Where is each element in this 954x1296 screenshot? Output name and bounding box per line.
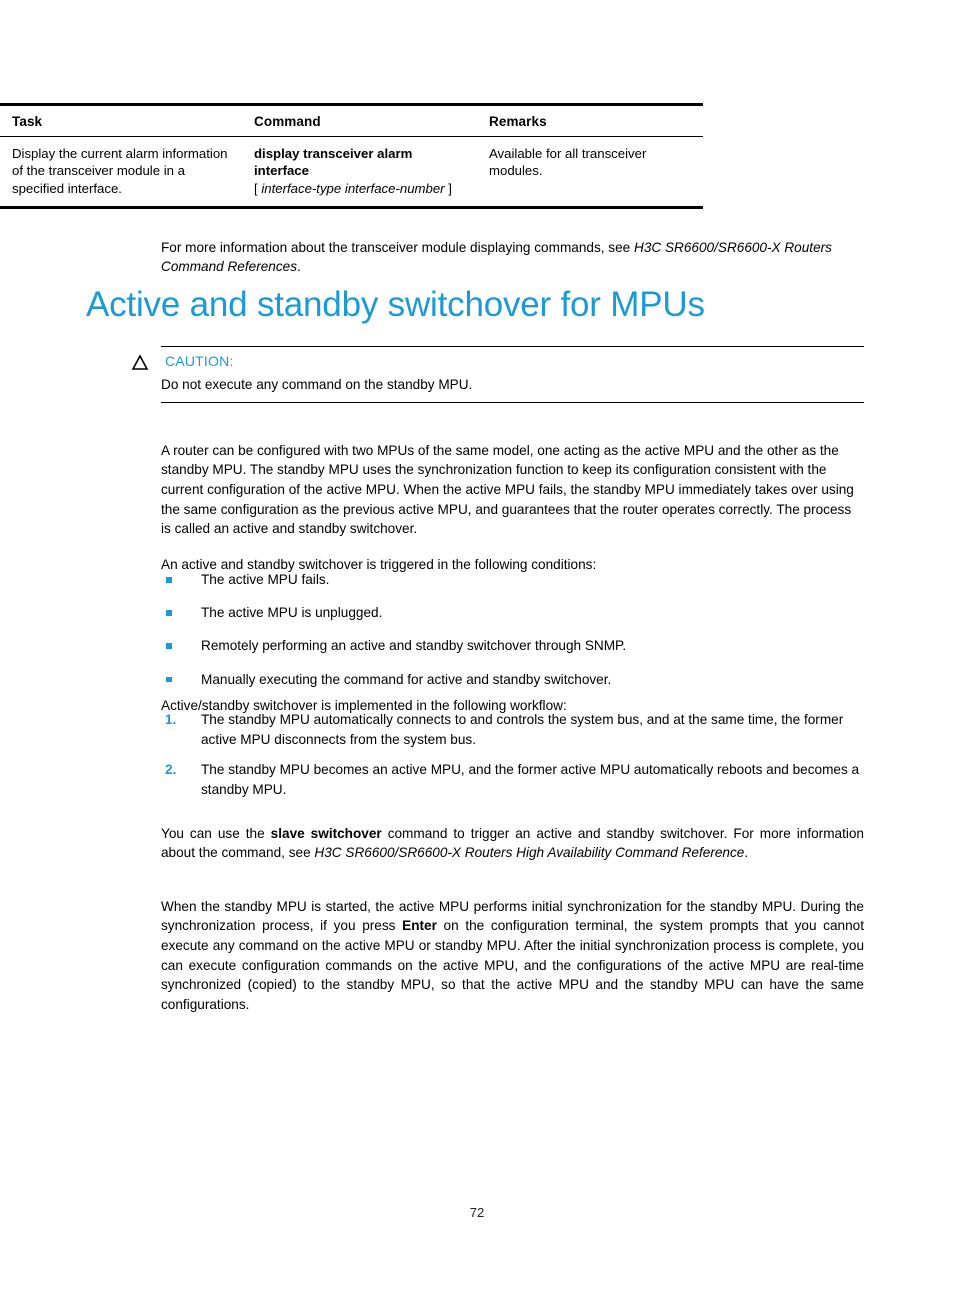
list-item (161, 710, 864, 750)
table-cell-command (242, 137, 477, 208)
page-title: Active and standby switchover for MPUs (86, 285, 705, 324)
command-parameters: interface-type interface-number (261, 180, 445, 196)
table-header-command: Command (242, 105, 477, 137)
caution-title: CAUTION: (165, 353, 234, 369)
list-item (161, 636, 864, 656)
slave-reference-title: H3C SR6600/SR6600-X Routers High Availability Command Reference (314, 845, 745, 861)
page-number: 72 (469, 1205, 485, 1220)
bullet-icon (166, 577, 172, 583)
table-cell-task: Display the current alarm information of the transceiver module in a specified interface. (0, 137, 242, 208)
command-reference-table (0, 103, 703, 209)
list-item-label: Manually executing the command for active and standby switchover. (201, 671, 612, 687)
paragraph-synchronization (161, 897, 864, 1015)
transceiver-ref-lead: For more information about the transceiver module displaying commands, see (161, 239, 634, 255)
slave-command-bold: slave switchover (270, 825, 382, 841)
command-syntax-optional (254, 180, 467, 197)
sync-part1: When the standby MPU is started, the active MPU performs initial synchronization for the standby MPU. During the synchronization process, if you press (161, 898, 864, 934)
list-item (161, 603, 864, 623)
transceiver-ref-title: H3C SR6600/SR6600-X Routers Command References (161, 239, 832, 275)
paragraph-workflow-lead: Active/standby switchover is implemented in the following workflow: (161, 697, 567, 713)
workflow-list (161, 710, 864, 809)
bracket-open: [ (254, 180, 262, 196)
table-header-task: Task (0, 105, 242, 137)
list-item-number: 1. (165, 712, 177, 727)
paragraph-intro: A router can be configured with two MPUs of the same model, one acting as the active MPU and the other as the standby MPU. The standby MPU uses the synchronization function to keep its configuration consistent with the current configuration of the active MPU. When the active MPU fails, the standby MPU immediately takes over using the same configuration as the previous active MPU, and guarantees that the router operates correctly. The process is called an active and standby switchover. (161, 442, 854, 537)
list-item (161, 570, 864, 590)
slave-tail: . (744, 845, 749, 861)
caution-header (161, 347, 864, 375)
bullet-icon (166, 610, 172, 616)
paragraph-transceiver-reference (161, 238, 864, 277)
paragraph-conditions-lead: An active and standby switchover is triggered in the following conditions: (161, 556, 597, 572)
list-item (161, 670, 864, 690)
list-item-label: The standby MPU becomes an active MPU, and the former active MPU automatically reboots and becomes a standby MPU. (201, 761, 860, 797)
table-cell-remarks: Available for all transceiver modules. (477, 137, 703, 208)
list-item-number: 2. (165, 761, 177, 777)
conditions-list (161, 570, 864, 703)
table-row (0, 137, 703, 208)
bullet-icon (166, 643, 172, 649)
bullet-icon (166, 677, 172, 683)
list-item-label: The active MPU fails. (201, 572, 330, 587)
caution-box (161, 346, 864, 403)
paragraph-slave-switchover (161, 824, 864, 863)
list-item-label: The active MPU is unplugged. (201, 605, 383, 621)
caution-body: Do not execute any command on the standby MPU. (161, 377, 473, 392)
list-item (161, 760, 864, 800)
slave-mid: command to trigger an active and standby switchover. For more information about the command, see (161, 825, 864, 861)
warning-triangle-icon (132, 355, 148, 370)
table-header-row (0, 105, 703, 137)
bracket-close: ] (444, 180, 452, 196)
list-item-label: Remotely performing an active and standby switchover through SNMP. (201, 638, 627, 654)
list-item-label: The standby MPU automatically connects to and controls the system bus, and at the same time, the former active MPU disconnects from the system bus. (201, 712, 844, 747)
slave-lead: You can use the (161, 825, 271, 841)
sync-part2: on the configuration terminal, the system prompts that you cannot execute any command on the active MPU or standby MPU. After the initial synchronization process is complete, you can execute configuration commands on the active MPU, and the configurations of the active MPU are real-time synchronized (copied) to the standby MPU, so that the active MPU and the standby MPU can have the same configurations. (161, 918, 864, 1013)
transceiver-ref-tail: . (297, 259, 301, 275)
table-header-remarks: Remarks (477, 105, 703, 137)
command-syntax-bold: display transceiver alarm interface (254, 146, 413, 179)
enter-key-bold: Enter (402, 918, 437, 934)
